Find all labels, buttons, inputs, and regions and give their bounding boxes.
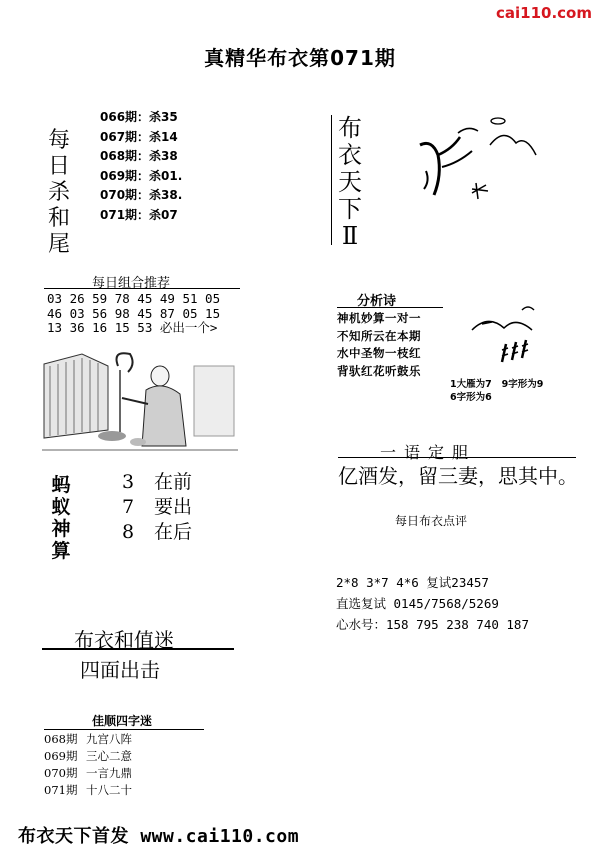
list-item: 067期：杀14 [100, 129, 178, 144]
list-item: 背驮红花听鼓乐 [337, 363, 421, 378]
ant-label: 蚂 蚁 神 算 [51, 474, 71, 562]
list-item: 不知所云在本期 [337, 328, 421, 343]
divider [338, 457, 576, 458]
list-item: 071期：杀07 [100, 207, 178, 222]
list-item: 心水号：158 795 238 740 187 [336, 617, 529, 632]
poem-lines [337, 310, 421, 380]
list-item: 3 在前 [122, 471, 193, 493]
divider [331, 115, 332, 245]
yiyu-text: 亿酒发，留三妻，思其中。 [338, 464, 578, 488]
divider [44, 729, 204, 730]
harmony-subtitle: 四面出击 [80, 658, 160, 682]
poem-title: 分析诗 [357, 294, 397, 309]
list-item: 03 26 59 78 45 49 51 05 [47, 291, 221, 306]
combo-title: 每日组合推荐 [92, 276, 171, 291]
list-item: 069期：杀01. [100, 168, 183, 183]
daily-kill-list [100, 108, 182, 225]
list-item: 水中圣物一枝红 [337, 346, 421, 360]
site-watermark: cai110.com [496, 4, 592, 22]
ant-rows [122, 470, 192, 545]
list-item: 066期：杀35 [100, 110, 178, 124]
ink-sketch-illustration [412, 115, 552, 205]
list-item: 070期：杀38. [100, 188, 183, 202]
divider [337, 307, 443, 308]
jiashun-title: 佳顺四字迷 [92, 714, 153, 728]
list-item: 13 36 16 15 53 必出一个> [47, 320, 218, 335]
combo-numbers [47, 292, 220, 336]
list-item: 8 在后 [122, 521, 193, 543]
yiyu-title: 一语定胆 [380, 443, 477, 462]
geese-sketch-illustration [462, 300, 562, 368]
list-item: 7 要出 [122, 496, 193, 518]
divider [44, 288, 240, 289]
list-item: 46 03 56 98 45 87 05 15 [47, 305, 221, 321]
footer-text: 布衣天下首发 www.cai110.com [18, 826, 300, 847]
list-item: 068期 九宫八阵 [44, 732, 132, 746]
poem-notes: 1大雁为7 9字形为9 6字形为6 [450, 379, 544, 403]
list-item: 071期 十八二十 [44, 783, 132, 797]
list-item: 069期 三心二意 [44, 749, 132, 763]
code-recommendations [336, 572, 529, 635]
jiashun-list [44, 731, 132, 799]
page-title: 真精华布衣第071期 [204, 46, 396, 70]
divider [42, 648, 234, 650]
figure-illustration [42, 346, 238, 452]
buyi-label: 布 衣 天 下 Ⅱ [338, 114, 362, 250]
daily-kill-label: 每 日 杀 和 尾 [47, 128, 70, 257]
list-item: 070期 一言九鼎 [44, 766, 132, 780]
list-item: 2*8 3*7 4*6 复试23457 [336, 575, 489, 590]
list-item: 068期：杀38 [100, 149, 178, 163]
list-item: 神机妙算一对一 [337, 311, 421, 325]
review-title: 每日布衣点评 [395, 514, 468, 528]
harmony-title: 布衣和值迷 [74, 628, 174, 652]
list-item: 直选复试 0145/7568/5269 [336, 596, 499, 611]
